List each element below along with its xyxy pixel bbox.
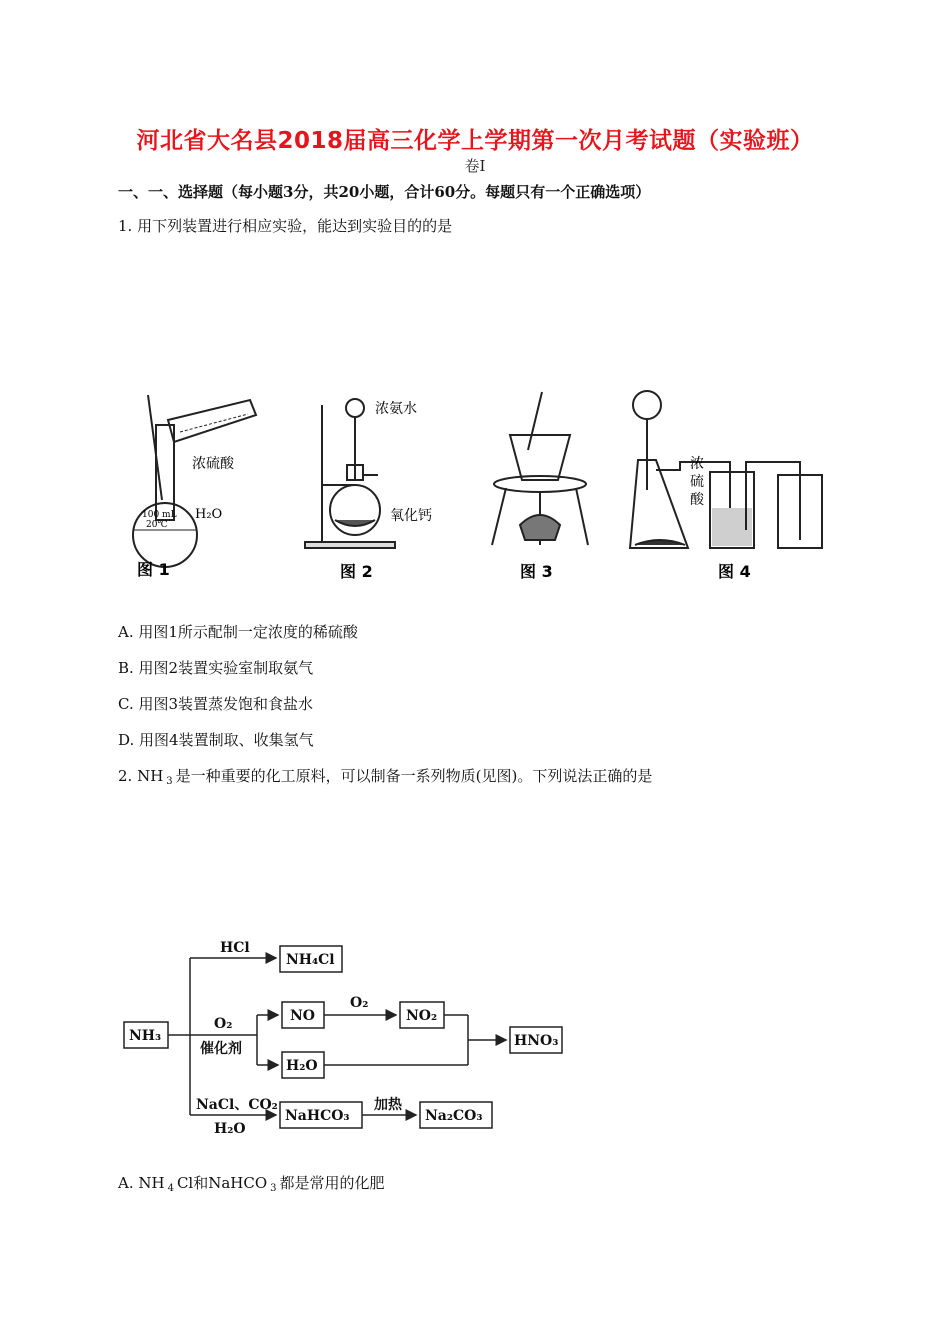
q1-option-d: D. 用图4装置制取、收集氢气: [118, 731, 314, 749]
document-title: 河北省大名县2018届高三化学上学期第一次月考试题（实验班）: [136, 128, 814, 154]
node-hno3: HNO₃: [514, 1033, 559, 1049]
q2-option-a: [118, 1172, 385, 1193]
q2-option-a-post: 都是常用的化肥: [279, 1174, 385, 1192]
label-heat: 加热: [374, 1097, 402, 1113]
fig1-label: 图 1: [137, 560, 170, 579]
section-heading: 一、一、选择题（每小题3分，共20小题，合计60分。每题只有一个正确选项）: [118, 183, 651, 201]
q2-option-a-mid: Cl和NaHCO: [176, 1174, 268, 1192]
fig4-apparatus: [630, 391, 822, 548]
fig1-apparatus: [133, 395, 256, 567]
q2-stem-pre: 2. NH: [118, 767, 164, 785]
fig2-reagent-bottom: 氧化钙: [390, 508, 432, 524]
question-1-stem: 1. 用下列装置进行相应实验，能达到实验目的的是: [118, 217, 453, 235]
fig4-reagent-1: 浓: [690, 456, 704, 472]
label-hcl: HCl: [220, 940, 250, 956]
fig1-water: H₂O: [195, 507, 223, 522]
q1-apparatus-figure: [110, 380, 840, 590]
fig4-reagent-3: 酸: [690, 492, 704, 508]
q1-option-a: A. 用图1所示配制一定浓度的稀硫酸: [118, 623, 358, 641]
q1-option-c: C. 用图3装置蒸发饱和食盐水: [118, 695, 314, 713]
fig2-reagent-top: 浓氨水: [375, 401, 417, 417]
node-na2co3: Na₂CO₃: [425, 1108, 483, 1124]
fig4-label: 图 4: [718, 562, 751, 581]
q2-flow-diagram: [110, 930, 590, 1140]
q2-stem-sub: 3: [166, 776, 173, 787]
q2-option-a-pre: A. NH: [118, 1174, 165, 1192]
fig2-apparatus: [305, 399, 395, 548]
fig3-label: 图 3: [520, 562, 553, 581]
label-h2o: H₂O: [214, 1121, 246, 1137]
q1-option-b: B. 用图2装置实验室制取氨气: [118, 659, 314, 677]
fig1-temp: 20℃: [146, 520, 168, 530]
fig1-volume: 100 mL: [142, 510, 177, 520]
label-o2-arrow: O₂: [350, 995, 369, 1011]
node-nahco3: NaHCO₃: [285, 1108, 350, 1124]
node-h2o: H₂O: [286, 1058, 318, 1074]
fig2-label: 图 2: [340, 562, 373, 581]
node-nh3: NH₃: [129, 1028, 162, 1044]
label-nacl-co2: NaCl、CO₂: [196, 1097, 278, 1113]
q2-option-a-sub2: 3: [270, 1183, 277, 1194]
fig1-reagent: 浓硫酸: [192, 456, 234, 472]
question-2-stem: [118, 765, 652, 786]
label-catalyst: 催化剂: [200, 1041, 242, 1057]
fig3-apparatus: [492, 392, 588, 545]
fig4-reagent-2: 硫: [690, 474, 704, 490]
label-o2: O₂: [214, 1016, 233, 1032]
q2-stem-post: 是一种重要的化工原料，可以制备一系列物质(见图)。下列说法正确的是: [175, 767, 653, 785]
q2-option-a-sub1: 4: [167, 1183, 174, 1194]
node-no2: NO₂: [406, 1008, 438, 1024]
node-no: NO: [290, 1008, 315, 1024]
volume-label: 卷I: [464, 157, 486, 175]
node-nh4cl: NH₄Cl: [286, 952, 335, 968]
